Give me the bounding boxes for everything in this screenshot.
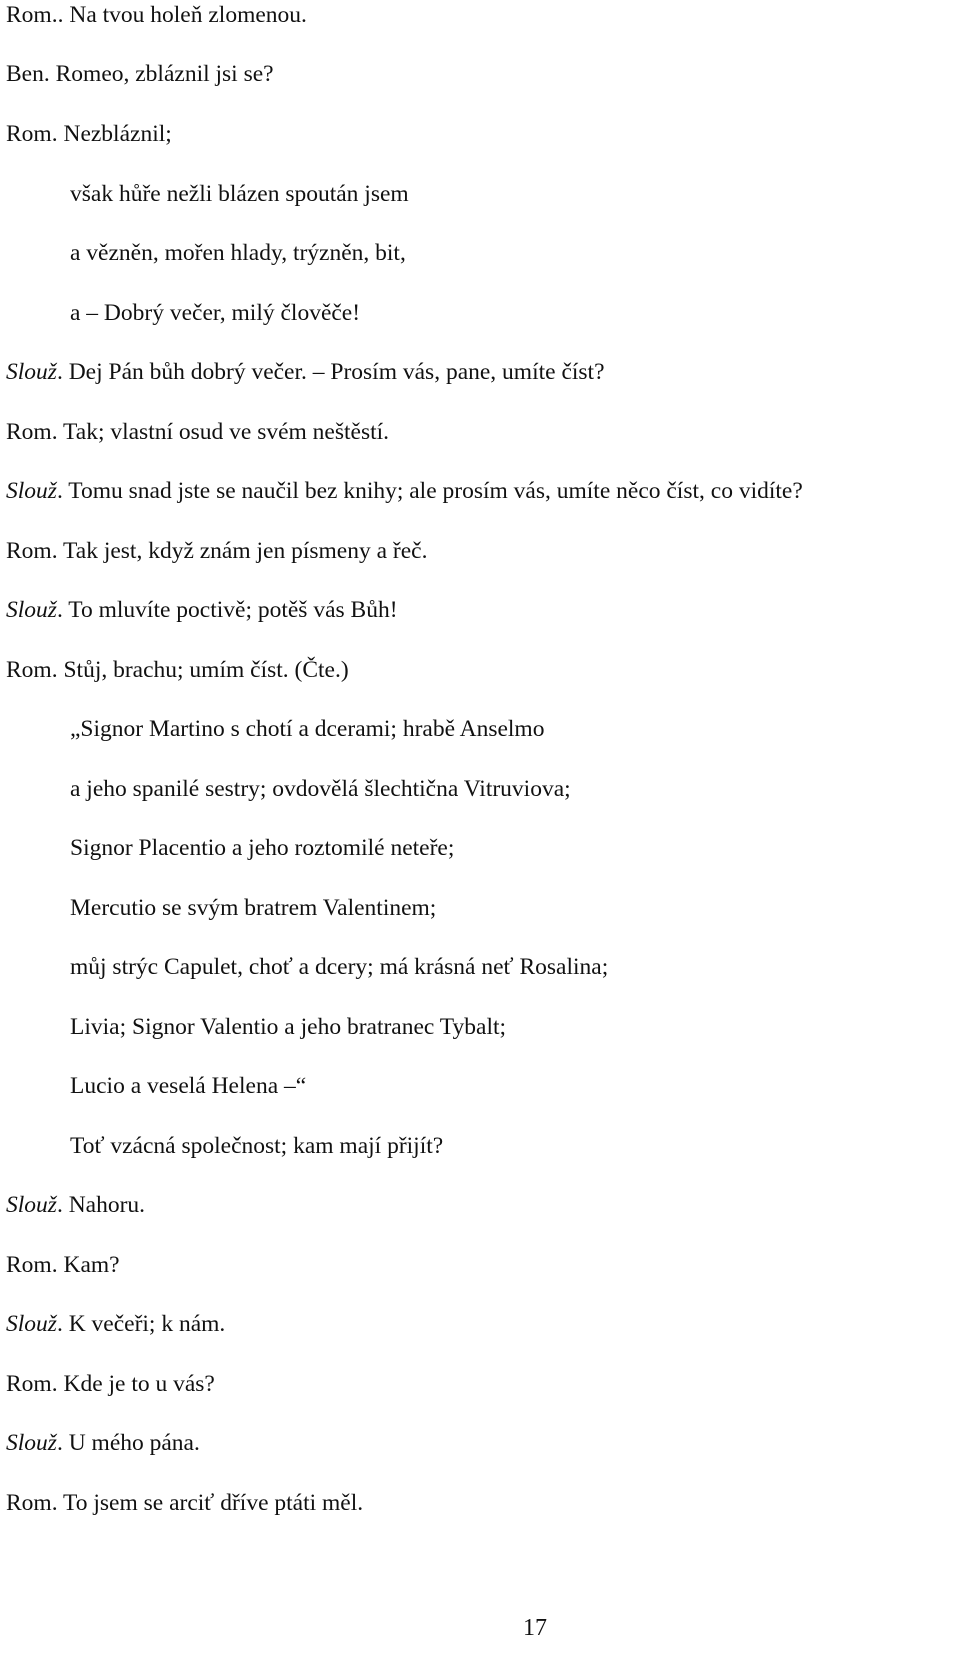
letter-line	[70, 771, 571, 807]
line-text: můj strýc Capulet, choť a dcery; má krásná neť Rosalina;	[70, 954, 609, 980]
line-text: Lucio a veselá Helena –“	[70, 1073, 307, 1099]
line-text: Signor Placentio a jeho roztomilé neteře;	[70, 835, 455, 861]
script-line	[6, 1485, 363, 1521]
script-line	[6, 1366, 215, 1402]
page-number: 17	[523, 1615, 547, 1641]
line-text: Romeo, zbláznil jsi se?	[49, 61, 274, 87]
speaker-name: Slouž	[6, 1430, 57, 1456]
line-text: a – Dobrý večer, milý člověče!	[70, 300, 361, 326]
script-line	[6, 354, 605, 390]
line-text: a jeho spanilé sestry; ovdovělá šlechtična Vitruviova;	[70, 776, 571, 802]
script-line	[6, 473, 803, 509]
line-text: . K večeři; k nám.	[56, 1311, 226, 1337]
script-line	[6, 56, 274, 92]
script-line	[6, 1306, 225, 1342]
line-text: Toť vzácná společnost; kam mají přijít?	[70, 1133, 444, 1159]
speaker-name: Rom.	[6, 1490, 58, 1516]
verse-line	[70, 176, 409, 212]
line-text: a vězněn, mořen hlady, trýzněn, bit,	[70, 240, 406, 266]
script-line	[6, 414, 389, 450]
letter-line	[70, 830, 454, 866]
line-text: . Tomu snad jste se naučil bez knihy; ale prosím vás, umíte něco číst, co vidíte?	[56, 478, 803, 504]
speaker-name: Slouž	[6, 1311, 57, 1337]
script-line	[6, 1247, 120, 1283]
line-text: „Signor Martino s chotí a dcerami; hrabě Anselmo	[70, 716, 545, 742]
script-line	[6, 592, 398, 628]
line-text: Stůj, brachu; umím číst. (Čte.)	[57, 657, 349, 683]
script-line	[6, 0, 307, 33]
script-line	[6, 652, 349, 688]
speaker-name: Rom.	[6, 538, 58, 564]
letter-line	[70, 1068, 306, 1104]
line-text: Livia; Signor Valentio a jeho bratranec Tybalt;	[70, 1014, 507, 1040]
speaker-name: Slouž	[6, 597, 57, 623]
speaker-name: Rom.	[6, 1252, 58, 1278]
letter-line	[70, 711, 544, 747]
line-text: . Na tvou holeň zlomenou.	[57, 2, 307, 28]
line-text: . U mého pána.	[56, 1430, 200, 1456]
line-text: Tak; vlastní osud ve svém neštěstí.	[57, 419, 390, 445]
line-text: Mercutio se svým bratrem Valentinem;	[70, 895, 437, 921]
verse-line	[70, 295, 360, 331]
line-text: . Nahoru.	[56, 1192, 146, 1218]
line-text: . To mluvíte poctivě; potěš vás Bůh!	[56, 597, 398, 623]
script-line	[6, 116, 172, 152]
speaker-name: Slouž	[6, 359, 57, 385]
script-line	[6, 1425, 200, 1461]
line-text: Tak jest, když znám jen písmeny a řeč.	[57, 538, 428, 564]
line-text: Nezbláznil;	[57, 121, 172, 147]
speaker-name: Slouž	[6, 1192, 57, 1218]
letter-line	[70, 949, 608, 985]
verse-line	[70, 1128, 443, 1164]
speaker-name: Ben.	[6, 61, 50, 87]
script-line	[6, 1187, 145, 1223]
speaker-name: Rom.	[6, 2, 58, 28]
speaker-name: Rom.	[6, 657, 58, 683]
speaker-name: Slouž	[6, 478, 57, 504]
verse-line	[70, 235, 406, 271]
line-text: To jsem se arciť dříve ptáti měl.	[57, 1490, 364, 1516]
speaker-name: Rom.	[6, 1371, 58, 1397]
speaker-name: Rom.	[6, 121, 58, 147]
script-line	[6, 533, 427, 569]
line-text: Kde je to u vás?	[57, 1371, 215, 1397]
letter-line	[70, 890, 436, 926]
line-text: Kam?	[57, 1252, 120, 1278]
letter-line	[70, 1009, 506, 1045]
line-text: . Dej Pán bůh dobrý večer. – Prosím vás, pane, umíte číst?	[56, 359, 605, 385]
speaker-name: Rom.	[6, 419, 58, 445]
line-text: však hůře nežli blázen spoután jsem	[70, 181, 409, 207]
